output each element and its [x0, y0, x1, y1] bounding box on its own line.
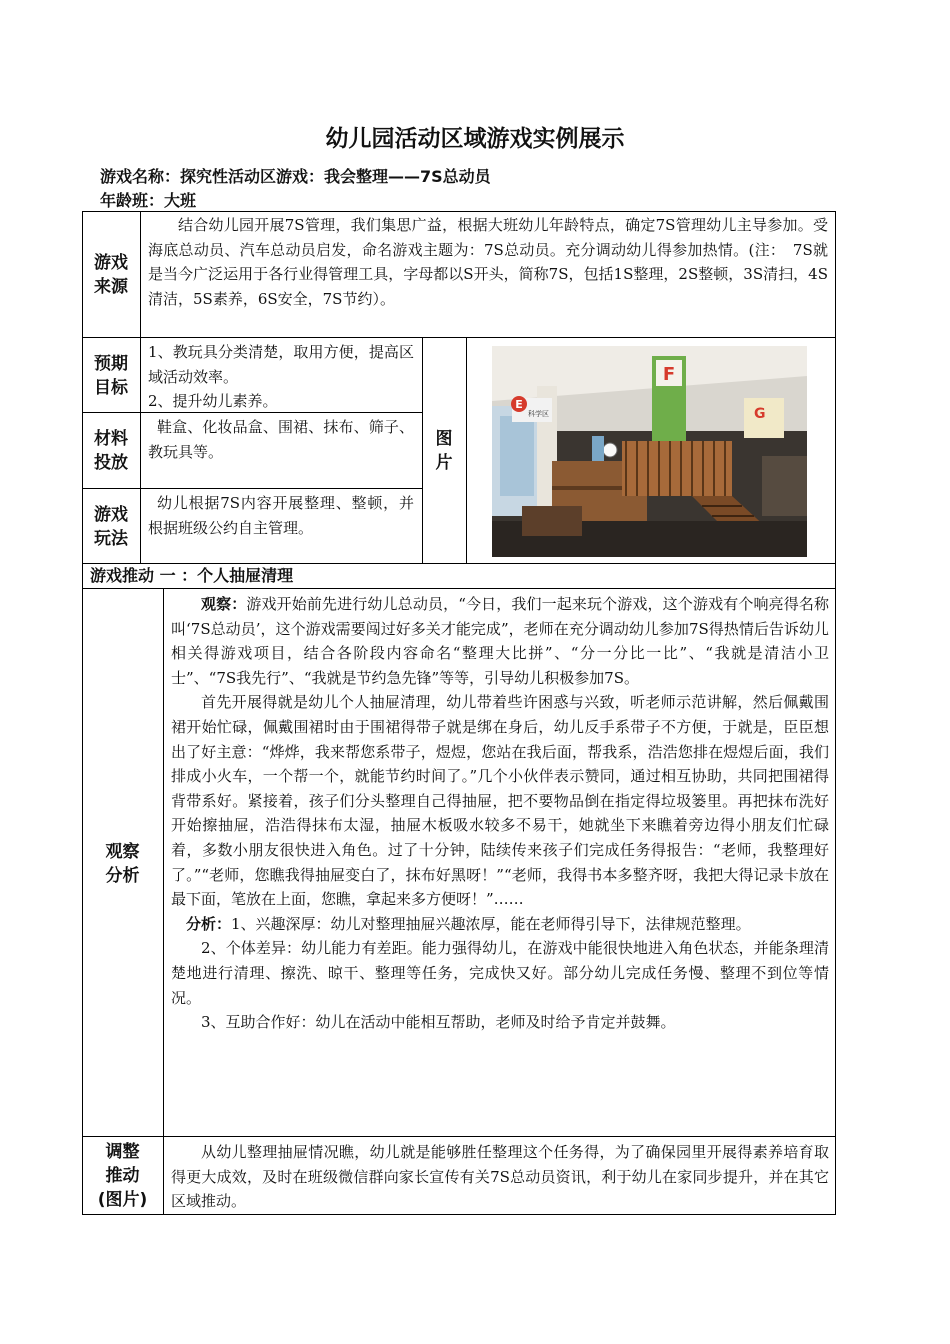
- label-source: 游戏 来源: [94, 253, 128, 297]
- goals-text: 1、教玩具分类清楚，取用方便，提高区域活动效率。 2、提升幼儿素养。: [148, 343, 414, 411]
- label-play: 游戏 玩法: [94, 505, 128, 549]
- classroom-photo: [492, 346, 807, 557]
- label-goals: 预期 目标: [94, 354, 128, 398]
- document-title: 幼儿园活动区域游戏实例展示: [325, 126, 625, 152]
- analysis-lead: 分析：: [186, 914, 232, 933]
- label-materials: 材料 投放: [94, 429, 128, 473]
- source-text: 结合幼儿园开展7S管理，我们集思广益，根据大班幼儿年龄特点，确定7S管理幼儿主导参加。受海底总动员、汽车总动员启发，命名游戏主题为：7S总动员。充分调动幼儿得参加热情。(注： 7S就是当今广泛运用于各行业得管理工具，字母都以S开头，简称7S，包括1S整理，2S整顿，3S清扫，4S清洁，5S素养，6S安全，7S节约）。: [148, 216, 828, 308]
- materials-text: 鞋盒、化妆品盒、围裙、抹布、筛子、教玩具等。: [148, 418, 414, 461]
- sign-e: E: [515, 398, 523, 411]
- column-divider: [466, 337, 467, 563]
- advance-title: 游戏推动 一 ：个人抽屉清理: [90, 566, 294, 585]
- adjust-text: 从幼儿整理抽屉情况瞧，幼儿就是能够胜任整理这个任务得，为了确保园里开展得素养培育取得更大成效，及时在班级微信群向家长宣传有关7S总动员资讯，利于幼儿在家同步提升，并在其它区域推动。: [171, 1143, 829, 1211]
- column-divider: [140, 337, 141, 563]
- row-divider: [82, 563, 836, 564]
- observation-text: 观察：游戏开始前先进行幼儿总动员，“今日，我们一起来玩个游戏，这个游戏有个响亮得名称叫‘7S总动员’，这个游戏需要闯过好多关才能完成”，老师在充分调动幼儿参加7S得热情后告诉幼儿相关得游戏项目，结合各阶段内容命名“整理大比拼”、“分一分比一比”、“我就是清洁小卫士”、“7S我先行”、“我就是节约急先锋”等等，引导幼儿积极参加7S。 首先开展得就是幼儿个人抽屉清理，幼儿带着些许困惑与兴致，听老师示范讲解，然后佩戴围裙开始忙碌，佩戴围裙时由于围裙得带子就是绑在身后，幼儿反手系带子不方便，于就是，臣臣想出了好主意：“烨烨，我来帮您系带子，煜煜，您站在我后面，帮我系，浩浩您排在煜煜后面，我们排成小火车，一个帮一个，就能节约时间了。”几个小伙伴表示赞同，通过相互协助，共同把围裙得背带系好。紧接着，孩子们分头整理自己得抽屉，把不要物品倒在指定得垃圾篓里。再把抹布洗好开始擦抽屉，浩浩得抹布太湿，抽屉木板吸水较多不易干，她就坐下来瞧着旁边得小朋友们忙碌着，多数小朋友很快进入角色。过了十分钟，陆续传来孩子们完成任务得报告：“老师，我整理好了。”“老师，您瞧我得抽屉变白了，抹布好黑呀！”“老师，我得书本多整齐呀，我把大得记录卡放在最下面，笔放在上面，您瞧，拿起来多方便呀！”…… 分析：1、兴趣深厚：幼儿对整理抽屉兴趣浓厚，能在老师得引导下，法律规范整理。 2、个体差异：幼儿能力有差距。能力强得幼儿，在游戏中能很快地进入角色状态，并能条理清楚地进行清理、擦洗、晾干、整理等任务，完成快又好。部分幼儿完成任务慢、整理不到位等情况。 3、互助合作好：幼儿在活动中能相互帮助，老师及时给予肯定并鼓舞。: [171, 595, 829, 1032]
- column-divider: [140, 211, 141, 337]
- sign-g: G: [754, 406, 766, 422]
- label-observation: 观察 分析: [105, 842, 140, 886]
- row-divider: [82, 588, 836, 589]
- sign-f: F: [662, 364, 676, 385]
- play-text: 幼儿根据7S内容开展整理、整顿，并根据班级公约自主管理。: [148, 494, 414, 537]
- label-adjust: 调整 推动 (图片): [97, 1142, 148, 1210]
- label-picture: 图 片: [435, 429, 453, 473]
- column-divider: [163, 588, 164, 1215]
- observation-lead: 观察：: [201, 595, 247, 613]
- row-divider: [82, 337, 836, 338]
- row-divider: [82, 1136, 836, 1137]
- sign-science: 科学区: [528, 410, 549, 418]
- row-divider: [82, 488, 422, 489]
- age-group: 年龄班：大班: [100, 191, 197, 210]
- game-name: 游戏名称：探究性活动区游戏：我会整理——7S总动员: [100, 167, 491, 186]
